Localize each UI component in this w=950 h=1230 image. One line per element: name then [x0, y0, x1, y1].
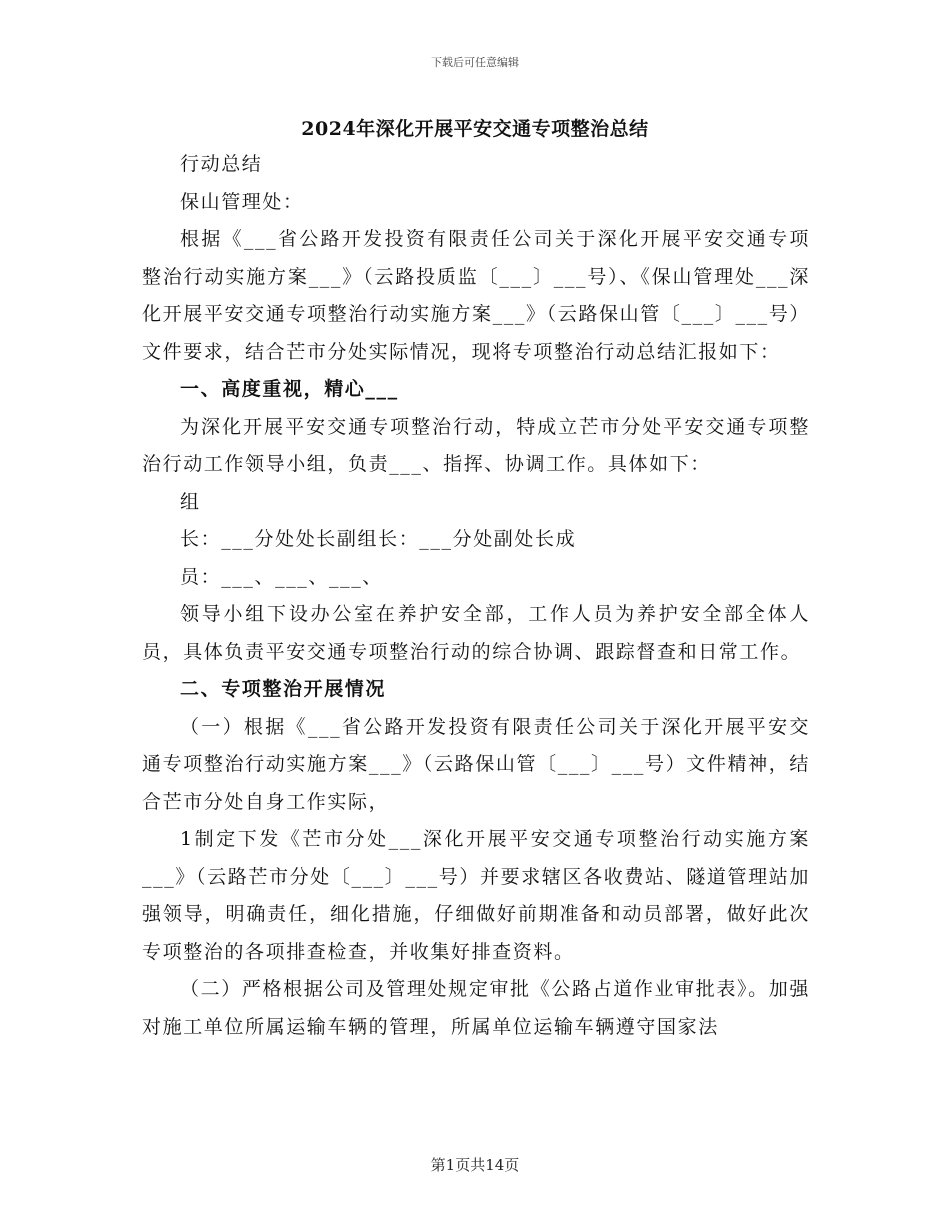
paragraph-team-group: 组 [180, 490, 201, 513]
paragraph-subtitle: 行动总结 [180, 153, 263, 175]
paragraph-item-2: （二）严格根据公司及管理处规定审批《公路占道作业审批表》。加强对施工单位所属运输车辆的管理，所属单位运输车辆遵守国家法 [142, 978, 810, 1038]
page-header-note: 下载后可任意编辑 [431, 56, 519, 69]
paragraph-item-1: （一）根据《___省公路开发投资有限责任公司关于深化开展平安交通专项整治行动实施方案___》（云路保山管〔___〕___号）文件精神，结合芒市分处自身工作实际， [142, 715, 810, 813]
paragraph-team-leaders: 长：___分处处长副组长：___分处副处长成 [180, 528, 577, 550]
paragraph-addressee: 保山管理处： [180, 190, 304, 213]
paragraph-item-1-detail: 1制定下发《芒市分处___深化开展平安交通专项整治行动实施方案___》（云路芒市分处〔___〕___号）并要求辖区各收费站、隧道管理站加强领导，明确责任，细化措施，仔细做好前期准备和动员部署，做好此次专项整治的各项排查检查，并收集好排查资料。 [142, 828, 810, 963]
paragraph-team-members: 员：___、___、___、 [180, 565, 383, 588]
section-heading-2: 二、专项整治开展情况 [180, 678, 387, 700]
document-body [142, 146, 810, 1046]
paragraph-team-setup: 为深化开展平安交通专项整治行动，特成立芒市分处平安交通专项整治行动工作领导小组，负责___、指挥、协调工作。具体如下： [142, 415, 810, 475]
paragraph-intro: 根据《___省公路开发投资有限责任公司关于深化开展平安交通专项整治行动实施方案___》（云路投质监〔___〕___号）、《保山管理处___深化开展平安交通专项整治行动实施方案___》（云路保山管〔___〕___号）文件要求，结合芒市分处实际情况，现将专项整治行动总结汇报如下： [142, 228, 810, 363]
page-number: 第1页共14页 [430, 1156, 520, 1174]
paragraph-office: 领导小组下设办公室在养护安全部，工作人员为养护安全部全体人员，具体负责平安交通专项整治行动的综合协调、跟踪督查和日常工作。 [142, 603, 810, 663]
section-heading-1: 一、高度重视，精心___ [180, 378, 399, 400]
document-title: 2024年深化开展平安交通专项整治总结 [301, 118, 649, 140]
